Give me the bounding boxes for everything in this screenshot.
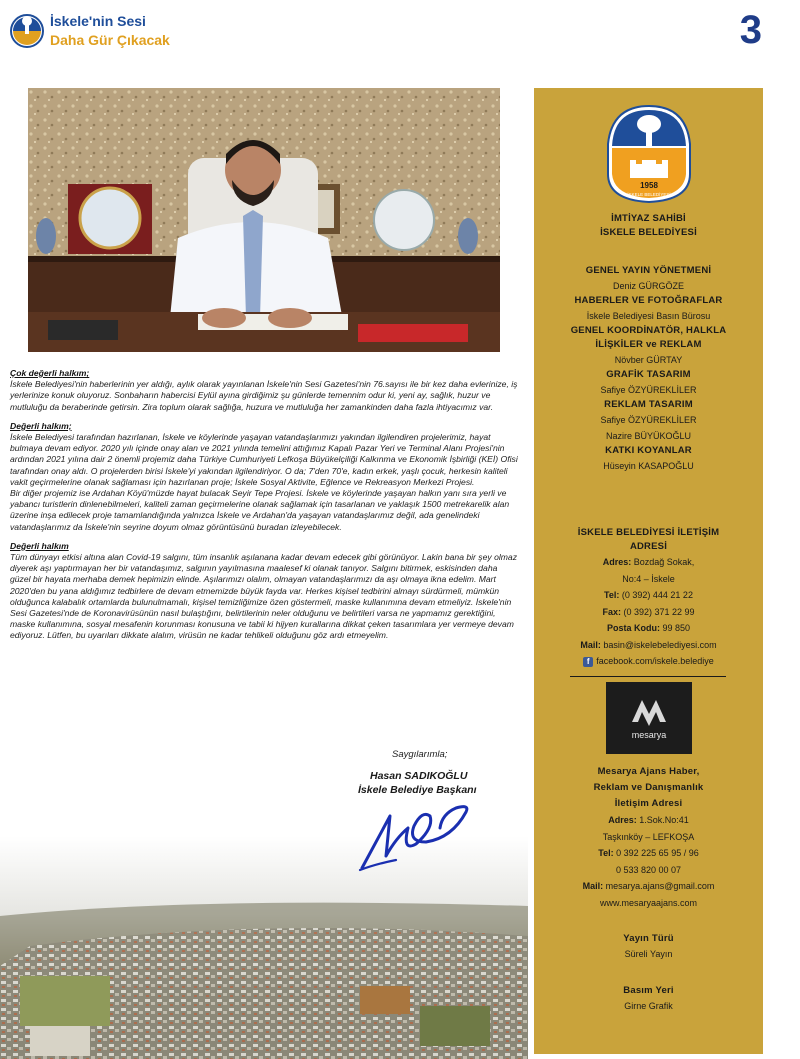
agency-city: Taşkınköy – LEFKOŞA [602, 831, 695, 842]
agency-address: Adres: 1.Sok.No:41 [608, 815, 689, 825]
coord-title-2: İLİŞKİLER ve REKLAM [595, 339, 702, 350]
owner-title: İMTİYAZ SAHİBİ [611, 213, 686, 224]
letter-signoff: Saygılarımla; [392, 749, 448, 760]
contact-facebook[interactable]: f facebook.com/iskele.belediye [534, 653, 763, 670]
contrib-title: KATKI KOYANLAR [605, 445, 692, 456]
letter-heading-1: Çok değerli halkım; [10, 368, 90, 378]
signer-name: Hasan SADIKOĞLU [370, 770, 468, 782]
agency-title-2: Reklam ve Danışmanlık [593, 782, 704, 793]
contact-title-2: ADRESİ [629, 541, 668, 552]
mesarya-logo-icon [606, 682, 692, 754]
letter-heading-3: Değerli halkım [10, 540, 69, 551]
print-value: Girne Grafik [624, 1001, 673, 1011]
staff-section [534, 264, 763, 474]
iskele-municipality-emblem-icon [606, 104, 692, 204]
owner-name: İSKELE BELEDİYESİ [600, 227, 697, 238]
signer-title: İskele Belediye Başkanı [358, 784, 477, 796]
news-name: İskele Belediyesi Basın Bürosu [586, 311, 711, 321]
page-number: 3 [739, 8, 762, 52]
brand-slogan: Daha Gür Çıkacak [50, 32, 170, 48]
agency-section [534, 764, 763, 911]
letter-paragraph-3: Tüm dünyayı etkisi altına alan Covid-19 salgını, tüm insanlık aşılanana kadar devam edecek gibi görünüyor. Lakin bana bir şey olmaz diyerek aşı yaptırmayan her bir vatandaşımız, salgının yayılmasına maalesef ki olanak tanıyor. Salgını bitirmek, eskisinden daha güzel bir hayata merhaba demek hepimizin elinde. Aşılarımızı olalım, olmayan vatandaşlarımızı da aşı olmaya ikna edelim. Mart 2020'den bu yana aldığımız tedbirlere de devam etmemizde büyük fayda var. Herkes kişisel tedbirini almayı sürdürmeli, mümkün olduğunca kalabalık ortamlarda bulunulmamalı, kişisel temizliğimize özen göstermeli, maske kullanımına devam etmeliyiz. İskele'nin Sesi Gazetesi'nde de Koronavirüsünün nasıl bulaştığını, belirtilerinin neler olduğunu ve belirtileri varsa ne yapmamız gerektiğini, maske kullanımına, sosyal mesafenin korunması konusuna ve tabii ki hijyen kurallarına dikkat çeken tasarımlara yer vermeye devam ediyoruz. Lütfen, bu uyarıları dikkate alalım, virüsün ne kadar tehlikeli olduğunu göz ardı etmeyelim. [10, 552, 517, 641]
page-header [8, 8, 792, 58]
ad-title: REKLAM TASARIM [604, 399, 693, 410]
agency-web[interactable]: www.mesaryaajans.com [599, 897, 698, 908]
emblem-text: İSKELE BELEDİYESİ [627, 192, 671, 197]
pub-type-title: Yayın Türü [623, 933, 674, 944]
print-section [534, 984, 763, 1014]
publication-type-section [534, 932, 763, 962]
agency-tel: Tel: 0 392 225 65 95 / 96 [598, 848, 699, 858]
gm-name: Deniz GÜRGÖZE [612, 281, 684, 291]
mesarya-logo-text: mesarya [631, 730, 667, 740]
letter-paragraph-1: İskele Belediyesi'nin haberlerinin yer aldığı, aylık olarak yayınlanan İskele'nin Sesi Gazetesi'nin 76.sayısı ile bir kez daha evlerinize, iş yerlerinize konuk oluyoruz. Sonbaharın habercisi Eylül ayına girdiğimiz şu günlerde temennim odur ki, yeni ay, sağlık, huzur ve mutluluğu da beraberinde getirsin. Zira toplum olarak sağlığa, huzura ve mutluluğa her zamankinden daha fazla ihtiyacımız var. [10, 379, 518, 412]
masthead-sidebar [534, 88, 763, 1054]
news-title: HABERLER VE FOTOĞRAFLAR [574, 295, 723, 306]
contact-title-1: İSKELE BELEDİYESİ İLETİŞİM [577, 527, 720, 538]
graphic-name: Safiye ÖZYÜREKLİLER [600, 385, 697, 395]
agency-title-3: İletişim Adresi [614, 798, 683, 809]
contact-address-line2: No:4 – İskele [622, 573, 675, 584]
print-title: Basım Yeri [623, 985, 674, 996]
coord-name: Növber GÜRTAY [614, 355, 683, 365]
contact-fax: Fax: (0 392) 371 22 99 [602, 606, 695, 617]
contact-mail[interactable]: Mail: basin@iskelebelediyesi.com [580, 639, 717, 650]
mayor-letter [10, 368, 520, 650]
contact-address: Adres: Bozdağ Sokak, [602, 557, 695, 567]
brand-title: İskele'nin Sesi [50, 13, 146, 29]
ad-name-2: Nazire BÜYÜKOĞLU [605, 431, 692, 441]
letter-paragraph-2: İskele Belediyesi tarafından hazırlanan, İskele ve köylerinde yaşayan vatandaşlarımızı yakından ilgilendiren projelerimiz, hayat bulmaya devam ediyor. 2020 yılı içinde onay alan ve 2021 yılında temelini attığımız Kapalı Pazar Yeri ve Terminal Alanı Projesi'nin ardından 2021 yılına dair 2 önemli projemiz daha Türkiye Cumhuriyeti Lefkoşa Büyükelçiliği Kalkınma ve Ekonomik İşbirliği (KEİ) Ofisi tarafından onay aldı. O projelerden birisi İskele'yi yakından ilgilendiriyor. O da; 7'den 70'e, kadın erkek, yaşlı çocuk, herkesin kaliteli vakit geçirmelerine olanak sağlaması için hazırlanan proje; İskele Sosyal Aktivite, Eğlence ve Rekreasyon Merkezi Projesi. [10, 432, 518, 487]
mayor-signature-icon [356, 798, 476, 878]
contrib-name: Hüseyin KASAPOĞLU [603, 461, 694, 471]
letter-heading-2: Değerli halkım; [10, 420, 72, 431]
agency-mail[interactable]: Mail: mesarya.ajans@gmail.com [582, 881, 715, 891]
publisher-section [534, 212, 763, 240]
graphic-title: GRAFİK TASARIM [606, 369, 691, 380]
mayor-photo [28, 88, 500, 352]
pub-type-value: Süreli Yayın [624, 949, 673, 959]
ad-name-1: Safiye ÖZYÜREKLİLER [600, 415, 697, 425]
coord-title-1: GENEL KOORDİNATÖR, HALKLA [570, 325, 727, 336]
letter-paragraph-2b: Bir diğer projemiz ise Ardahan Köyü'müzde hayat bulacak Seyir Tepe Projesi. İskele ve köylerinde yaşayan halkın yanı sıra yerli ve yabancı turistlerin dinlenebilmeleri, kaliteli zaman geçirmelerine olanak sağlamak için tasarlanan ve yaklaşık 1500 metrekarelik alan üzerine inşa edilecek proje tamamlandığında yalnızca İskele ve Ardahan'da yaşayan vatandaşlarımız değil, ada genelindeki vatandaşlarımız da İskele'nin seyrine doyum olmaz görüntüsünü buradan izleyebilecek. [10, 488, 510, 532]
contact-tel: Tel: (0 392) 444 21 22 [604, 590, 693, 600]
contact-section [534, 526, 763, 670]
emblem-year: 1958 [640, 181, 658, 190]
gm-title: GENEL YAYIN YÖNETMENİ [585, 265, 712, 276]
contact-postal: Posta Kodu: 99 850 [606, 623, 691, 633]
agency-title-1: Mesarya Ajans Haber, [597, 766, 700, 777]
divider [570, 676, 726, 677]
facebook-icon: f [583, 657, 593, 667]
iskele-municipality-logo-icon [10, 12, 44, 50]
agency-tel-2: 0 533 820 00 07 [615, 864, 682, 875]
